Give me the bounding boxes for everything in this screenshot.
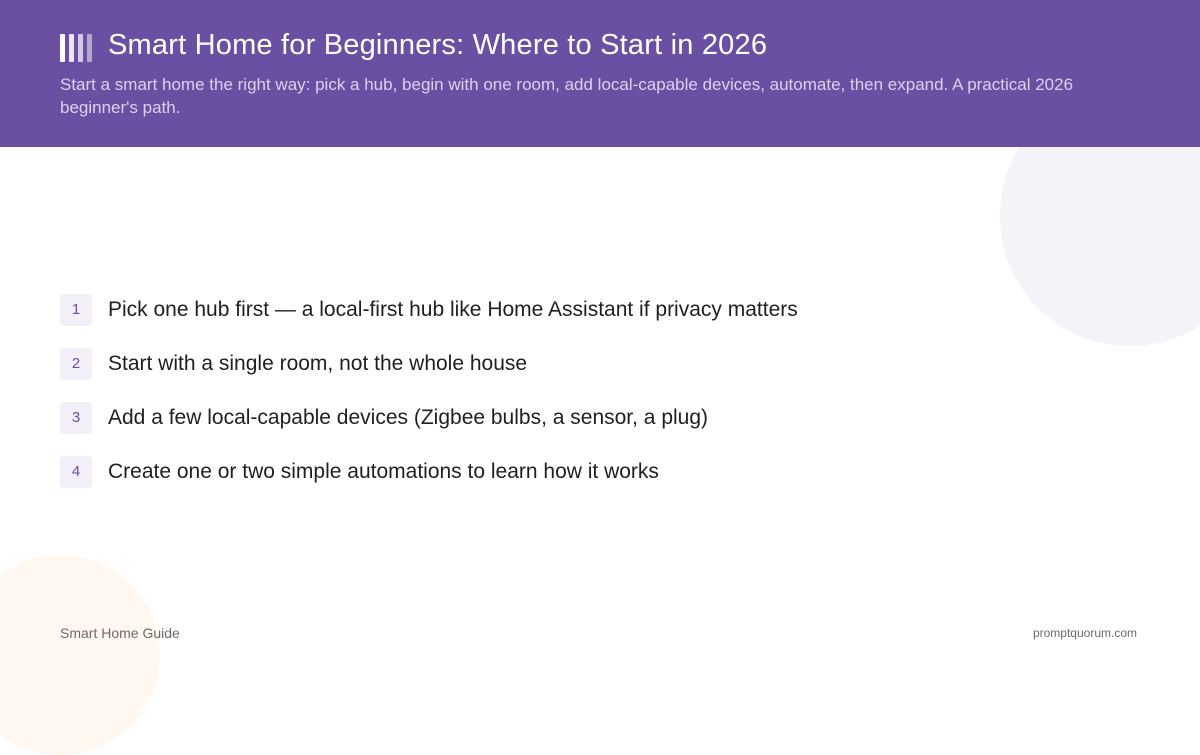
step-item (60, 294, 1060, 326)
step-text: Pick one hub first — a local-first hub like Home Assistant if privacy matters (108, 298, 798, 321)
step-text: Add a few local-capable devices (Zigbee bulbs, a sensor, a plug) (108, 406, 709, 429)
footer-brand-label: Smart Home Guide (60, 625, 180, 641)
step-number-badge: 3 (60, 402, 92, 434)
step-text: Create one or two simple automations to learn how it works (108, 460, 659, 483)
decorative-circle-left (0, 555, 160, 755)
step-number-badge: 2 (60, 348, 92, 380)
step-number-badge: 4 (60, 456, 92, 488)
step-text: Start with a single room, not the whole house (108, 352, 528, 375)
step-item (60, 456, 1060, 488)
page-title: Smart Home for Beginners: Where to Start in 2026 (108, 29, 768, 61)
step-item (60, 402, 1060, 434)
footer-site-link[interactable]: promptquorum.com (1032, 626, 1137, 640)
page-subtitle: Start a smart home the right way: pick a hub, begin with one room, add local-capable devices, automate, then expand. A practical 2026 beginner's path. (60, 75, 1074, 117)
bars-logo-icon (60, 34, 94, 62)
header-banner (0, 0, 1200, 147)
step-item (60, 348, 1060, 380)
step-number-badge: 1 (60, 294, 92, 326)
